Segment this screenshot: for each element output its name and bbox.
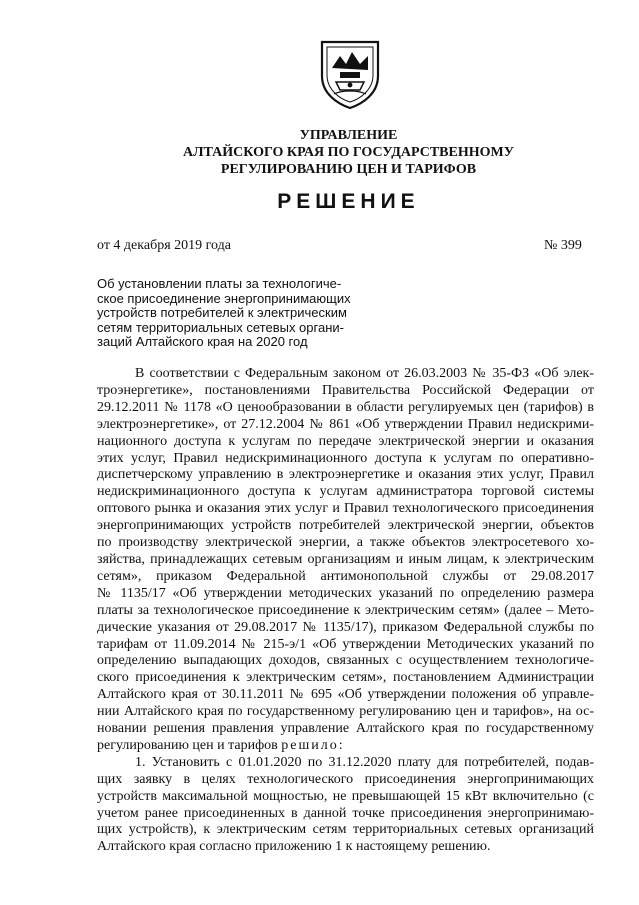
body-line: 29.12.2011 № 1178 «О ценообразовании в области регулируемых цен (тарифов) в [97,399,594,415]
body-line: определению выпадающих доходов, связанных с осуществлением технологиче- [97,653,594,669]
subject-line: ское присоединение энергопринимающих [97,290,351,306]
body-line: дические указания от 29.08.2017 № 1135/17), приказом Федеральной службы по [97,619,594,635]
authority-line: АЛТАЙСКОГО КРАЯ ПО ГОСУДАРСТВЕННОМУ [183,145,514,160]
body-line: этих услуг, Правил недискриминационного доступа к услугам по оперативно- [97,450,594,466]
body-line: национного доступа к услугам по передаче электрической энергии и оказания [97,433,594,449]
body-line [97,738,594,755]
body-line: энергопринимающих устройств потребителей электрической энергии, объектов [97,518,594,534]
body-line: ского присоединения к электрическим сетям», постановлением Администрации [97,670,594,686]
body-line: зяйства, принадлежащих сетевым организациям и иным лицам, к электрическим [97,551,594,567]
document-title: РЕШЕНИЕ [277,190,420,213]
coat-of-arms-emblem [318,38,382,110]
subject-line: устройств потребителей к электрическим [97,305,347,321]
item-line: щих заявку в целях технологического присоединения энергопринимающих [97,771,594,787]
body-line: № 1135/17 «Об утверждении методических указаний по определению размера [97,585,594,601]
body-line: тарифам от 11.09.2014 № 215-э/1 «Об утверждении Методических указаний по [97,636,594,652]
authority-line: РЕГУЛИРОВАНИЮ ЦЕН И ТАРИФОВ [220,162,477,177]
body-line: нии Алтайского края по государственному регулированию цен и тарифов», на ос- [97,704,594,720]
item-line: устройств максимальной мощностью, не превышающей 15 кВт включительно (с [97,788,594,804]
authority-line: УПРАВЛЕНИЕ [299,128,398,143]
body-line: недискриминационного доступа к услугам администратора торговой системы [97,484,594,500]
body-line: троэнергетике», постановлениями Правительства Российской Федерации от [97,382,594,398]
body-line: сетям», приказом Федеральной антимонопольной службы от 29.08.2017 [97,568,594,584]
body-line: оптового рынка и оказания этих услуг и Правил технологического присоединения [97,501,594,517]
document-number: № 399 [544,238,582,253]
document-body [97,366,594,856]
item-line: 1. Установить с 01.01.2020 по 31.12.2020 плату для потребителей, подав- [135,754,594,770]
subject-line: Об установлении платы за технологиче- [97,276,342,291]
item-line: Алтайского края согласно приложению 1 к настоящему решению. [97,839,491,855]
body-line: В соответствии с Федеральным законом от 26.03.2003 № 35-ФЗ «Об элек- [135,366,594,381]
body-line: диспетчерскому управлению в электроэнергетике и оказания этих услуг, Правил [97,467,594,483]
body-line: новании решения правления управление Алтайского края по государственному [97,721,594,737]
item-line: щих устройств), к электрическим сетям территориальных сетевых организаций [97,822,594,838]
document-subject [97,277,387,350]
body-line: по производству электрической энергии, а также объектов электросетевого хо- [97,535,594,551]
body-line-text: регулированию цен и тарифов [97,737,278,753]
item-line: учетом ранее присоединенных в данной точке присоединения энергопринимаю- [97,805,594,821]
subject-line: заций Алтайского края на 2020 год [97,334,308,350]
body-line: Алтайского края от 30.11.2011 № 695 «Об утверждении положения об управле- [97,687,594,703]
resolved-word: решило: [281,737,345,753]
document-date: от 4 декабря 2019 года [97,238,231,253]
issuing-authority [0,127,639,178]
body-line: электроэнергетике», от 27.12.2004 № 861 «Об утверждении Правил недискрими- [97,416,594,432]
subject-line: сетям территориальных сетевых органи- [97,319,344,335]
body-line: платы за технологическое присоединение к электрическим сетям» (далее – Мето- [97,602,594,618]
